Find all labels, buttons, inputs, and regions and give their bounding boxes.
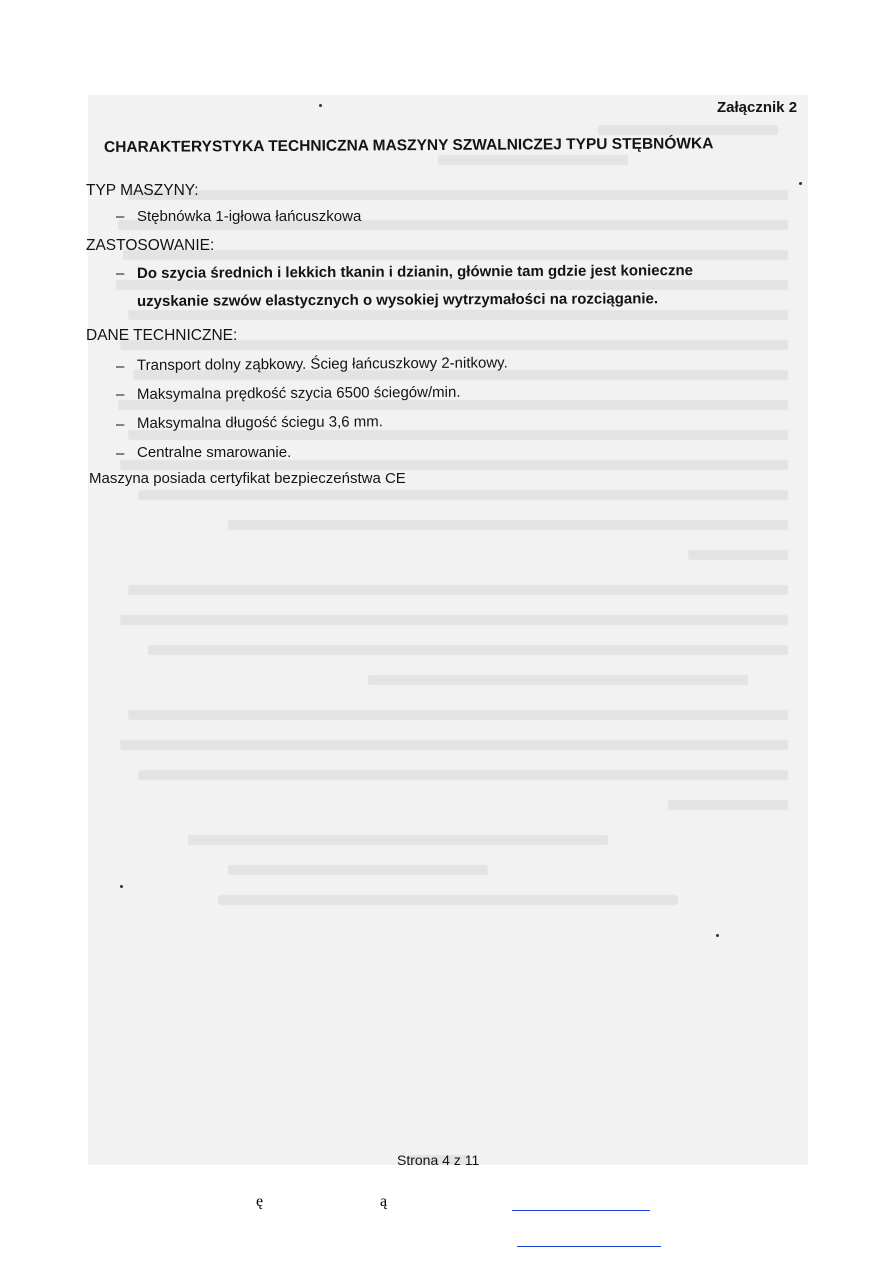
scan-speck: [319, 104, 322, 107]
section-heading-technical-data: DANE TECHNICZNE:: [86, 327, 238, 344]
list-bullet: –: [116, 265, 125, 282]
list-item: Maksymalna prędkość szycia 6500 ściegów/min.: [136, 383, 461, 403]
annex-label: Załącznik 2: [717, 99, 798, 116]
scan-speck: [120, 885, 123, 888]
list-bullet: –: [116, 445, 125, 462]
scan-speck: [716, 934, 719, 937]
list-bullet: –: [116, 416, 125, 433]
scan-speck: [799, 182, 802, 185]
list-item-continuation: uzyskanie szwów elastycznych o wysokiej wytrzymałości na rozciąganie.: [136, 290, 659, 310]
list-bullet: –: [116, 386, 125, 403]
certificate-note: Maszyna posiada certyfikat bezpieczeństwa CE: [89, 470, 406, 487]
footer-character: ą: [380, 1193, 388, 1210]
list-bullet: –: [116, 208, 125, 225]
section-heading-application: ZASTOSOWANIE:: [86, 237, 215, 254]
hyperlink-underline[interactable]: [517, 1246, 661, 1247]
list-item: Stębnówka 1-igłowa łańcuszkowa: [137, 208, 362, 225]
page-number: Strona 4 z 11: [397, 1152, 480, 1168]
list-item: Centralne smarowanie.: [137, 444, 292, 461]
list-item: Maksymalna długość ściegu 3,6 mm.: [136, 413, 383, 432]
list-item: Do szycia średnich i lekkich tkanin i dzianin, głównie tam gdzie jest konieczne: [136, 262, 694, 282]
document-title: CHARAKTERYSTYKA TECHNICZNA MASZYNY SZWALNICZEJ TYPU STĘBNÓWKA: [103, 135, 714, 156]
section-heading-machine-type: TYP MASZYNY:: [86, 182, 199, 199]
hyperlink-underline[interactable]: [512, 1210, 650, 1211]
list-item: Transport dolny ząbkowy. Ścieg łańcuszkowy 2-nitkowy.: [136, 354, 508, 374]
list-bullet: –: [116, 358, 125, 375]
footer-character: ę: [256, 1193, 264, 1210]
